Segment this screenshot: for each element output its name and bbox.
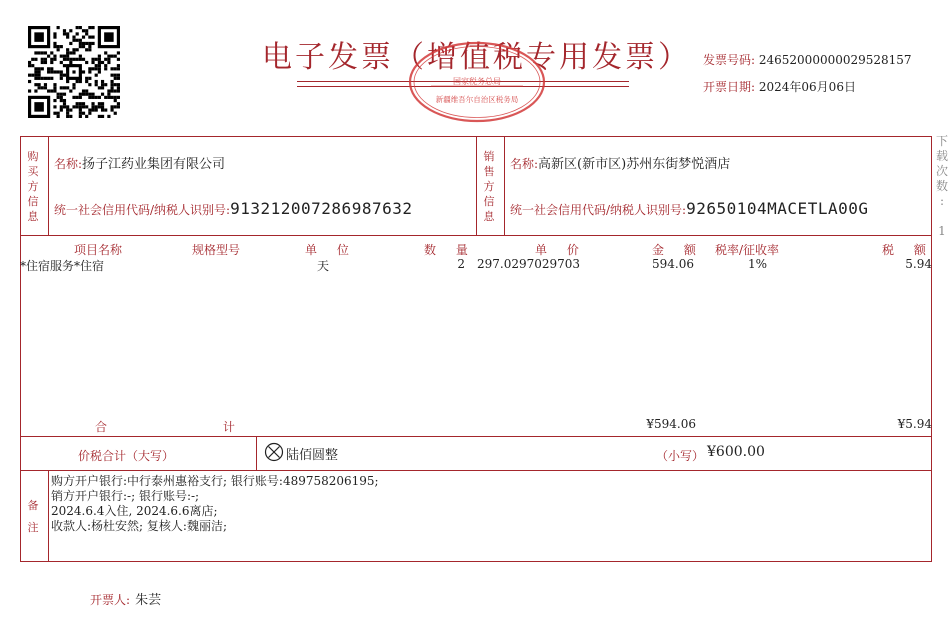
seller-name <box>510 153 730 172</box>
invoice-number-label: 发票号码: <box>703 53 756 67</box>
seller-tax-id-label: 统一社会信用代码/纳税人识别号: <box>510 203 687 217</box>
item-amount: 594.06 <box>652 257 694 271</box>
cross-circle-icon <box>264 442 284 462</box>
sum-small-label: （小写） <box>656 449 705 463</box>
col-header-tax: 税 额 <box>882 243 934 257</box>
buyer-section-label: 购 买 方 信 息 <box>27 150 39 223</box>
sum-small-value: ¥600.00 <box>707 444 765 460</box>
item-tax: 5.94 <box>905 257 932 271</box>
invoice-title: 电子发票（增值税专用发票） <box>262 40 691 75</box>
col-header-amount: 金 额 <box>652 243 704 257</box>
buyer-name-value: 扬子江药业集团有限公司 <box>82 157 226 172</box>
invoice-date <box>703 78 856 95</box>
col-header-rate: 税率/征收率 <box>715 243 780 257</box>
item-name: *住宿服务*住宿 <box>20 259 105 273</box>
download-count: 下 载 次 数 : 1 <box>935 134 948 238</box>
invoice-date-value: 2024年06月06日 <box>758 80 856 94</box>
sum-uppercase: 陆佰圆整 <box>286 448 339 463</box>
buyer-name-label: 名称: <box>54 157 83 171</box>
item-rate: 1% <box>748 257 768 271</box>
issuer-name: 朱芸 <box>135 593 162 608</box>
seal-region: 新疆维吾尔自治区税务局 <box>435 95 519 104</box>
remark-line: 收款人:杨杜安然; 复核人:魏丽洁; <box>51 519 227 533</box>
seller-name-label: 名称: <box>510 157 539 171</box>
item-unit: 天 <box>317 259 330 273</box>
total-label: 合 计 <box>95 420 291 434</box>
seller-name-value: 高新区(新市区)苏州东街梦悦酒店 <box>538 157 731 172</box>
invoice-number-value: 24652000000029528157 <box>758 53 912 67</box>
remark-line: 2024.6.4入住, 2024.6.6离店; <box>51 504 218 518</box>
issuer <box>90 589 161 608</box>
remark-line: 销方开户银行:-; 银行账号:-; <box>51 489 200 503</box>
seller-section-label: 销 售 方 信 息 <box>483 150 495 223</box>
invoice-date-label: 开票日期: <box>703 80 756 94</box>
remarks-body <box>51 474 379 534</box>
buyer-tax-id <box>54 199 412 218</box>
buyer-name <box>54 153 225 172</box>
seller-tax-id-value: 92650104MACETLA00G <box>686 199 869 218</box>
total-amount: ¥594.06 <box>646 417 696 431</box>
item-price: 297.0297029703 <box>477 257 581 271</box>
seller-tax-id <box>510 199 868 218</box>
remarks-label: 备 注 <box>27 499 39 534</box>
buyer-tax-id-value: 91321200728698763​2 <box>230 199 413 218</box>
qr-code <box>28 26 120 118</box>
invoice-number <box>703 51 912 68</box>
col-header-name: 项目名称 <box>74 243 123 257</box>
col-header-price: 单 价 <box>535 243 587 257</box>
col-header-qty: 数 量 <box>424 243 476 257</box>
total-tax: ¥5.94 <box>897 417 932 431</box>
buyer-tax-id-label: 统一社会信用代码/纳税人识别号: <box>54 203 231 217</box>
issuer-label: 开票人: <box>90 593 131 607</box>
col-header-unit: 单 位 <box>305 243 357 257</box>
col-header-spec: 规格型号 <box>192 243 241 257</box>
sum-label: 价税合计（大写） <box>78 449 175 463</box>
remark-line: 购方开户银行:中行泰州惠裕支行; 银行账号:489758206195; <box>51 474 379 488</box>
seal-text: 国家税务总局 <box>453 77 501 86</box>
official-seal <box>407 40 547 124</box>
item-qty: 2 <box>457 257 465 271</box>
